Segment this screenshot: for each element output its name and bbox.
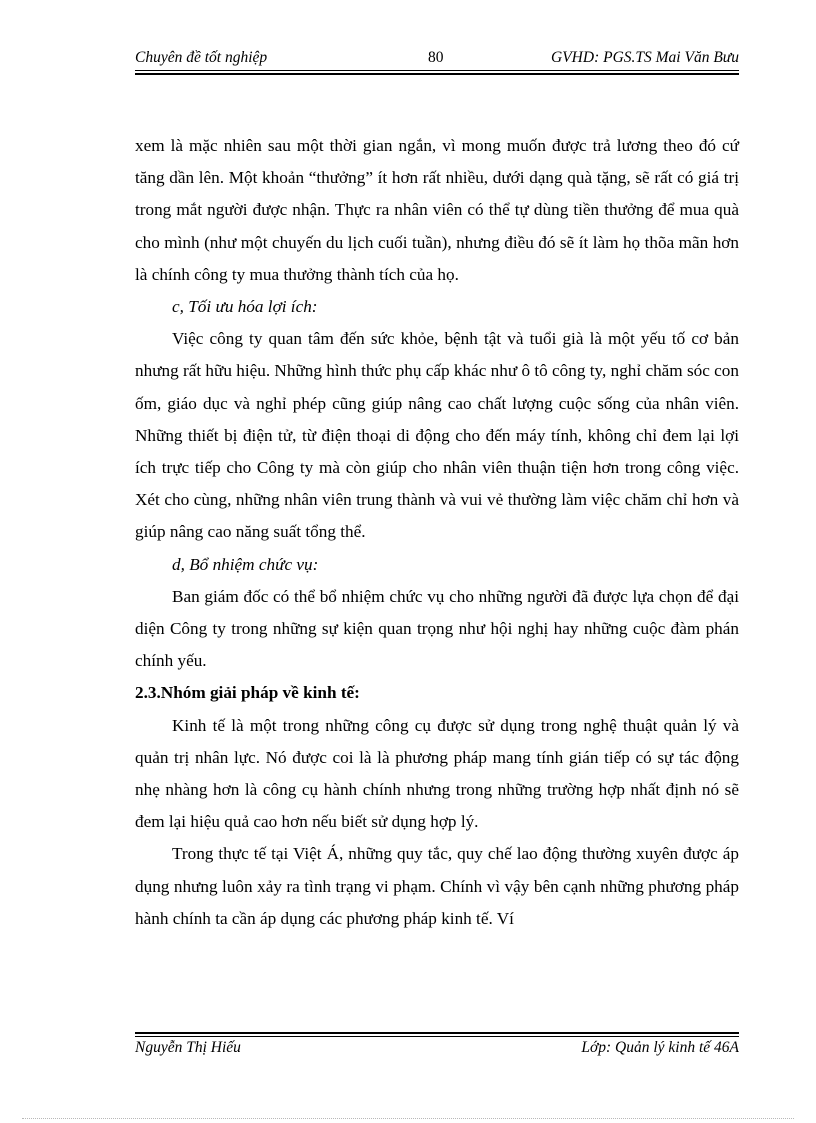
header-rule-thick — [135, 73, 739, 75]
page-number: 80 — [428, 49, 444, 66]
paragraph-viet-a: Trong thực tế tại Việt Á, những quy tắc, quy chế lao động thường xuyên được áp dụng nhưng luôn xảy ra tình trạng vi phạm. Chính vì vậy bên cạnh những phương pháp hành chính ta cần áp dụng các phương pháp kinh tế. Ví — [135, 844, 739, 928]
page-header — [135, 48, 739, 70]
header-rule-thin — [135, 70, 739, 71]
footer-rule-thick — [135, 1032, 739, 1034]
subheading-c: c, Tối ưu hóa lợi ích: — [172, 297, 318, 317]
page-edge-divider — [22, 1118, 794, 1119]
paragraph-continuation: xem là mặc nhiên sau một thời gian ngắn, vì mong muốn được trả lương theo đó cứ tăng dần lên. Một khoản “thưởng” ít hơn rất nhiều, dưới dạng quà tặng, sẽ rất có giá trị trong mắt người được nhận. Thực ra nhân viên có thể tự dùng tiền thưởng để mua quà cho mình (như một chuyến du lịch cuối tuần), nhưng điều đó sẽ ít làm họ thõa mãn hơn là chính công ty mua thưởng thành tích của họ. — [135, 136, 739, 284]
footer-rule-thin — [135, 1036, 739, 1037]
subheading-d: d, Bổ nhiệm chức vụ: — [172, 554, 319, 574]
footer-author: Nguyễn Thị Hiếu — [135, 1039, 241, 1056]
header-document-type: Chuyên đề tốt nghiệp — [135, 49, 268, 66]
paragraph-appointment: Ban giám đốc có thể bổ nhiệm chức vụ cho những người đã được lựa chọn để đại diện Công ty trong những sự kiện quan trọng như hội nghị hay những cuộc đàm phán chính yếu. — [135, 586, 739, 671]
section-heading: 2.3.Nhóm giải pháp về kinh tế: — [135, 683, 360, 703]
page-footer — [135, 1038, 739, 1060]
header-advisor: GVHD: PGS.TS Mai Văn Bưu — [551, 49, 739, 66]
paragraph-economic-tools: Kinh tế là một trong những công cụ được sử dụng trong nghệ thuật quản lý và quản trị nhân lực. Nó được coi là là phương pháp mang tính gián tiếp có sự tác động nhẹ nhàng hơn là công cụ hành chính nhưng trong những trường hợp nhất định nó sẽ đem lại hiệu quả cao hơn nếu biết sử dụng hợp lý. — [135, 715, 739, 832]
page-body — [135, 130, 739, 935]
footer-class: Lớp: Quản lý kinh tế 46A — [581, 1039, 739, 1056]
paragraph-benefits: Việc công ty quan tâm đến sức khỏe, bệnh tật và tuổi già là một yếu tố cơ bản nhưng rất hữu hiệu. Những hình thức phụ cấp khác như ô tô công ty, nghỉ chăm sóc con ốm, giáo dục và nghỉ phép cũng giúp nâng cao chất lượng cuộc sống của nhân viên. Những thiết bị điện tử, từ điện thoại di động cho đến máy tính, không chỉ đem lại lợi ích trực tiếp cho Công ty mà còn giúp cho nhân viên thuận tiện hơn trong công việc. Xét cho cùng, những nhân viên trung thành và vui vẻ thường làm việc chăm chỉ hơn và giúp nâng cao năng suất tổng thể. — [135, 329, 739, 542]
